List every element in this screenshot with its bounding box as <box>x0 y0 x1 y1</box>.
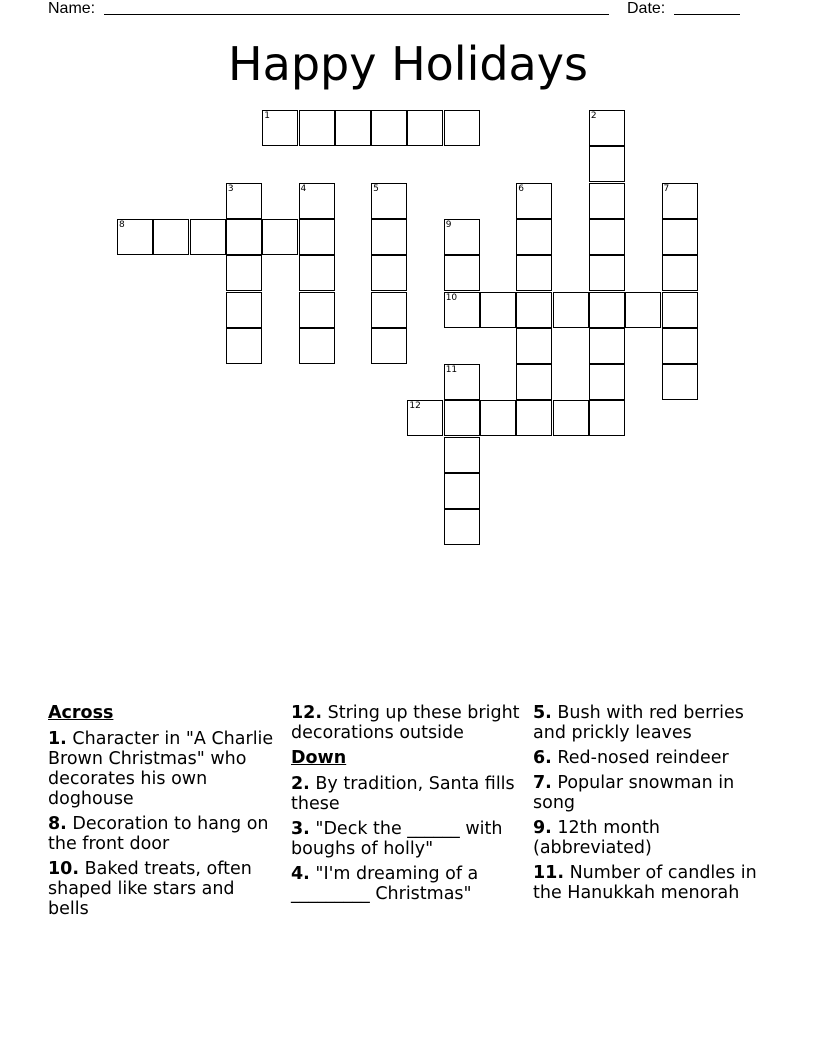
grid-cell[interactable] <box>444 255 480 291</box>
grid-cell[interactable] <box>480 400 516 436</box>
grid-cell[interactable] <box>371 328 407 364</box>
grid-cell[interactable] <box>299 219 335 255</box>
clue-text: Number of candles in the Hanukkah menorah <box>533 863 757 903</box>
grid-cell[interactable] <box>262 110 298 146</box>
clue-number-label: 12 <box>409 401 421 412</box>
grid-cell[interactable] <box>589 364 625 400</box>
clue-across-1 <box>48 729 280 809</box>
clue-text: By tradition, Santa fills these <box>291 774 515 814</box>
grid-cell[interactable] <box>226 183 262 219</box>
grid-cell[interactable] <box>516 292 552 328</box>
clue-text: Baked treats, often shaped like stars and bells <box>48 859 252 919</box>
clue-text: Bush with red berries and prickly leaves <box>533 703 744 743</box>
clue-number-label: 3 <box>227 183 234 194</box>
grid-cell[interactable] <box>516 364 552 400</box>
clue-number: 3. <box>291 819 310 839</box>
clue-down-5 <box>533 703 765 743</box>
grid-cell[interactable] <box>589 255 625 291</box>
clue-down-2 <box>291 774 523 814</box>
clue-across-8 <box>48 814 280 854</box>
clue-number-label: 11 <box>445 365 458 376</box>
clue-number: 8. <box>48 814 67 834</box>
grid-cell[interactable] <box>589 400 625 436</box>
clue-text: 12th month (abbreviated) <box>533 818 660 858</box>
clue-down-11 <box>533 863 765 903</box>
clue-number: 12. <box>291 703 323 723</box>
clue-down-6 <box>533 748 765 768</box>
grid-cell[interactable] <box>444 219 480 255</box>
grid-cell[interactable] <box>589 183 625 219</box>
grid-cell[interactable] <box>371 292 407 328</box>
grid-cell[interactable] <box>589 219 625 255</box>
page-title: Happy Holidays <box>228 37 588 91</box>
grid-cell[interactable] <box>516 219 552 255</box>
clue-column-2 <box>291 703 523 909</box>
grid-cell[interactable] <box>190 219 226 255</box>
clue-text: Character in "A Charlie Brown Christmas" who decorates his own doghouse <box>48 729 274 809</box>
grid-cell[interactable] <box>516 400 552 436</box>
grid-cell[interactable] <box>553 400 589 436</box>
clue-number: 7. <box>533 773 552 793</box>
grid-cell[interactable] <box>516 183 552 219</box>
grid-cell[interactable] <box>371 255 407 291</box>
clue-down-3 <box>291 819 523 859</box>
clue-number-label: 5 <box>373 183 379 194</box>
grid-cell[interactable] <box>117 219 153 255</box>
clue-down-4 <box>291 864 523 904</box>
grid-cell[interactable] <box>444 509 480 545</box>
clue-number-label: 8 <box>119 219 125 230</box>
name-label: Name: <box>48 0 96 17</box>
grid-cell[interactable] <box>153 219 189 255</box>
clue-text: Red-nosed reindeer <box>557 748 729 768</box>
clue-column-1 <box>48 703 280 924</box>
clue-number-label: 2 <box>590 111 597 121</box>
grid-cell[interactable] <box>480 292 516 328</box>
grid-cell[interactable] <box>589 110 625 146</box>
grid-cell[interactable] <box>662 255 698 291</box>
grid-cell[interactable] <box>226 219 262 255</box>
grid-cell[interactable] <box>516 255 552 291</box>
clue-across-12 <box>291 703 523 743</box>
grid-cell[interactable] <box>371 219 407 255</box>
clue-text: "Deck the ______ with boughs of holly" <box>291 819 503 859</box>
grid-cell[interactable] <box>589 292 625 328</box>
clue-down-9 <box>533 818 765 858</box>
grid-cell[interactable] <box>444 400 480 436</box>
grid-cell[interactable] <box>407 400 443 436</box>
date-label: Date: <box>627 0 666 17</box>
grid-cell[interactable] <box>226 255 262 291</box>
clue-number: 11. <box>533 863 565 883</box>
grid-cell[interactable] <box>335 110 371 146</box>
clue-number: 6. <box>533 748 552 768</box>
clue-number: 5. <box>533 703 552 723</box>
header-line <box>48 0 748 20</box>
grid-cell[interactable] <box>371 110 407 146</box>
grid-cell[interactable] <box>589 328 625 364</box>
grid-cell[interactable] <box>662 364 698 400</box>
grid-cell[interactable] <box>662 292 698 328</box>
grid-cell[interactable] <box>226 328 262 364</box>
grid-cell[interactable] <box>407 110 443 146</box>
grid-cell[interactable] <box>444 110 480 146</box>
clue-number: 4. <box>291 864 310 884</box>
clue-text: Popular snowman in song <box>533 773 735 813</box>
grid-cell[interactable] <box>444 437 480 473</box>
grid-cell[interactable] <box>625 292 661 328</box>
clue-number-label: 9 <box>445 219 452 230</box>
clue-number-label: 10 <box>445 292 458 303</box>
clue-number-label: 7 <box>663 183 670 194</box>
clue-number: 9. <box>533 818 552 838</box>
grid-cell[interactable] <box>444 292 480 328</box>
clue-number: 10. <box>48 859 80 879</box>
grid-cell[interactable] <box>662 183 698 219</box>
clue-column-3 <box>533 703 765 908</box>
clue-across-10 <box>48 859 280 919</box>
grid-cell[interactable] <box>553 292 589 328</box>
grid-cell[interactable] <box>516 328 552 364</box>
clue-text: "I'm dreaming of a _________ Christmas" <box>291 864 479 904</box>
grid-cell[interactable] <box>371 183 407 219</box>
grid-cell[interactable] <box>299 292 335 328</box>
grid-cell[interactable] <box>589 146 625 182</box>
grid-cell[interactable] <box>226 292 262 328</box>
down-heading: Down <box>291 748 347 768</box>
grid-cell[interactable] <box>299 255 335 291</box>
clue-text: Decoration to hang on the front door <box>48 814 269 854</box>
grid-cell[interactable] <box>299 328 335 364</box>
grid-cell[interactable] <box>262 219 298 255</box>
grid-cell[interactable] <box>662 219 698 255</box>
grid-cell[interactable] <box>444 473 480 509</box>
clue-number: 2. <box>291 774 310 794</box>
clue-number: 1. <box>48 729 67 749</box>
clue-number-label: 4 <box>300 183 307 194</box>
grid-cell[interactable] <box>662 328 698 364</box>
clue-number-label: 6 <box>518 183 525 194</box>
clue-text: String up these bright decorations outside <box>291 703 520 743</box>
grid-cell[interactable] <box>299 110 335 146</box>
across-heading: Across <box>48 703 114 723</box>
name-blank-line[interactable] <box>104 14 609 15</box>
clue-number-label: 1 <box>264 111 270 121</box>
grid-cell[interactable] <box>299 183 335 219</box>
clue-down-7 <box>533 773 765 813</box>
date-blank-line[interactable] <box>674 14 740 15</box>
grid-cell[interactable] <box>444 364 480 400</box>
